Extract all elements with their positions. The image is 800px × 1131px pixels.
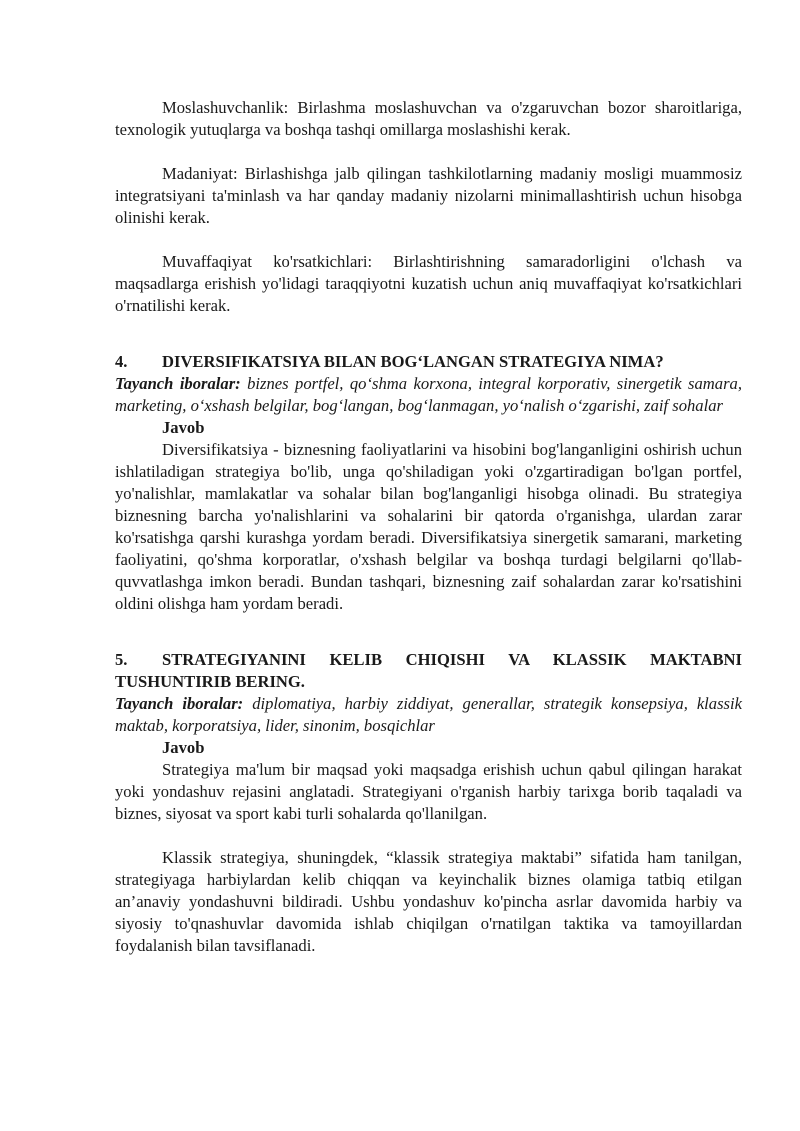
section-4-keywords-text: biznes portfel, qo‘shma korxona, integral korporativ, sinergetik samara, marketing, o‘xshash belgilar, bog‘langan, bog‘lanmagan, yo‘nalish o‘zgarishi, zaif sohalar [115,374,742,415]
section-5-keywords [115,693,742,737]
section-4-answer-paragraph: Diversifikatsiya - biznesning faoliyatlarini va hisobini bog'langanligini oshirish uchun ishlatiladigan strategiya bo'lib, unga qo'shiladigan yoki o'zgartiradigan bo'lgan portfel, yo'nalishlar, mamlakatlar va sohalar bilan bog'langanligi hisobga olinadi. Bu strategiya biznesning barcha yo'nalishlarini va sohalarini bir qatorda o'rganishga, ulardan zarar ko'rsatishga qarshi kurashga yordam beradi. Diversifikatsiya sinergetik samarani, marketing faoliyatini, qo'shma korporatlar, o'xshash belgilar va boshqa turdagi belgilarni qo'llab-quvvatlashga imkon beradi. Bundan tashqari, biznesning zaif sohalardan zarar ko'rsatishini oldini olishga ham yordam beradi. [115,440,742,613]
section-5-title: STRATEGIYANINI KELIB CHIQISHI VA KLASSIK MAKTABNI TUSHUNTIRIB BERING. [115,650,742,691]
intro-paragraph-flexibility: Moslashuvchanlik: Birlashma moslashuvchan va o'zgaruvchan bozor sharoitlariga, texnologik yutuqlarga va boshqa tashqi omillarga moslashishi kerak. [115,98,742,139]
section-4-title: DIVERSIFIKATSIYA BILAN BOG‘LANGAN STRATEGIYA NIMA? [162,352,664,371]
paragraph-spacer [115,141,742,163]
section-4-keywords [115,373,742,417]
paragraph-spacer [115,229,742,251]
paragraph-spacer [115,825,742,847]
section-spacer [115,317,742,351]
section-5-number: 5. [115,650,128,669]
section-4-answer-label: Javob [162,418,205,437]
section-5-answer-paragraph-2: Klassik strategiya, shuningdek, “klassik strategiya maktabi” sifatida ham tanilgan, strategiyaga harbiylardan kelib chiqqan va keyinchalik biznes olamiga tatbiq etilgan an’anaviy yondashuvni bildiradi. Ushbu yondashuv ko'pincha asrlar davomida harbiy va siyosiy to'qnashuvlar davomida ishlab chiqilgan o'rnatilgan taktika va tamoyillardan foydalanish bilan tavsiflanadi. [115,848,742,955]
section-4-heading [115,351,742,373]
intro-paragraph-culture: Madaniyat: Birlashishga jalb qilingan tashkilotlarning madaniy mosligi muammosiz integratsiyani ta'minlash va har qanday madaniy nizolarni minimallashtirish uchun hisobga olinishi kerak. [115,164,742,227]
section-5-answer-paragraph-1: Strategiya ma'lum bir maqsad yoki maqsadga erishish uchun qabul qilingan harakat yoki yondashuv rejasini anglatadi. Strategiyani o'rganish harbiy tarixga borib taqaladi va biznes, siyosat va sport kabi turli sohalarda qo'llanilgan. [115,760,742,823]
section-5-heading [115,649,742,693]
intro-paragraph-success-metrics: Muvaffaqiyat ko'rsatkichlari: Birlashtirishning samaradorligini o'lchash va maqsadlarga erishish yo'lidagi taraqqiyotni kuzatish uchun aniq muvaffaqiyat ko'rsatkichlari o'rnatilishi kerak. [115,252,742,315]
section-5-answer-label: Javob [162,738,205,757]
section-5-keywords-text: diplomatiya, harbiy ziddiyat, generallar, strategik konsepsiya, klassik maktab, korporatsiya, lider, sinonim, bosqichlar [115,694,742,735]
section-spacer [115,615,742,649]
section-5-keywords-label: Tayanch iboralar: [115,694,244,713]
section-4-keywords-label: Tayanch iboralar: [115,374,241,393]
section-4-number: 4. [115,352,128,371]
